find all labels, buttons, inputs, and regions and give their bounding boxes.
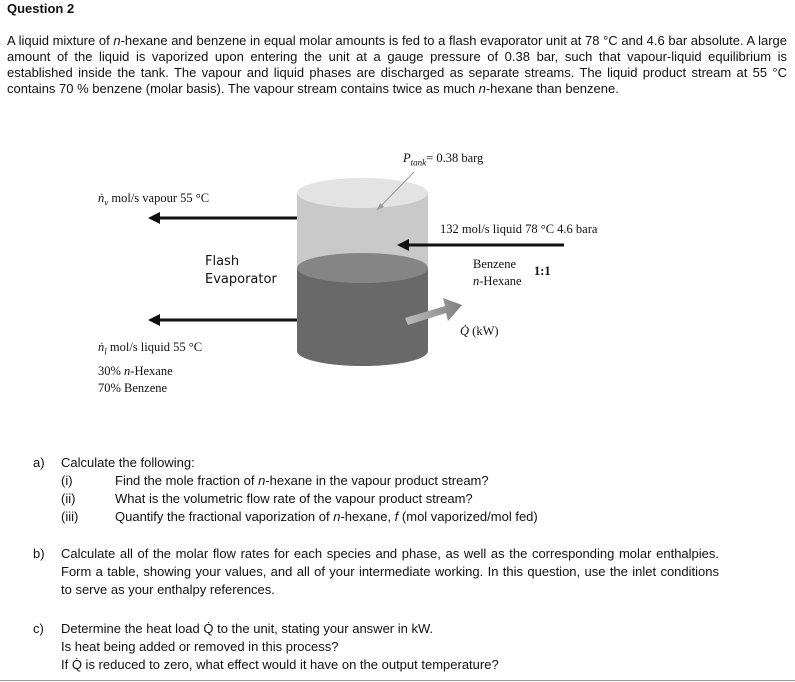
text-run: What is the volumetric flow rate of the vapour product stream? <box>115 491 473 506</box>
part-a-letter: a) <box>33 455 45 470</box>
tank-pressure-label: $P_{tank}= 0.38$ barg <box>403 151 484 168</box>
part-a-item-number: (ii) <box>61 491 76 506</box>
heat-load-label: Q̇ (kW) <box>460 324 499 338</box>
part-a-item-text <box>115 508 538 526</box>
text-run: -hexane, <box>340 509 395 524</box>
part-a-item-number: (i) <box>61 473 73 488</box>
text-run: (mol vaporized/mol fed) <box>398 509 538 524</box>
liquid-stream-label: ṅ$_l$ mol/s liquid 55 °C <box>98 340 203 357</box>
part-a-lead: Calculate the following: <box>61 455 195 470</box>
liquid-comp-benzene: 70% Benzene <box>98 381 168 395</box>
liquid-arrow-head <box>148 314 160 326</box>
text-run: Quantify the fractional vaporization of <box>115 509 334 524</box>
vapour-stream-label: ṅ$_v$ mol/s vapour 55 °C <box>98 191 210 208</box>
unit-label <box>205 253 277 289</box>
liquid-comp-hexane: 30% n-Hexane <box>98 364 173 378</box>
feed-composition <box>473 256 522 290</box>
text-run: n <box>478 81 486 96</box>
feed-stream-label: 132 mol/s liquid 78 °C 4.6 bara <box>440 222 598 236</box>
part-a-item-text <box>115 472 489 490</box>
vapour-arrow-head <box>148 212 160 224</box>
feed-comp-benzene: Benzene <box>473 257 517 271</box>
liquid-composition <box>98 363 173 397</box>
part-a-item-text <box>115 490 473 508</box>
text-run: n <box>258 473 266 488</box>
unit-label-line-1: Flash <box>205 254 240 269</box>
part-b-letter: b) <box>33 546 45 561</box>
feed-comp-hexane: n-Hexane <box>473 274 522 288</box>
text-run: n <box>333 509 341 524</box>
text-run: -hexane in the vapour product stream? <box>265 473 489 488</box>
text-run: f <box>394 509 399 524</box>
part-c-lines <box>61 620 499 674</box>
text-run: A liquid mixture of <box>7 33 114 48</box>
part-c-letter: c) <box>33 621 44 636</box>
part-b-text: Calculate all of the molar flow rates for each species and phase, as well as the corresponding molar enthalpies. Form a table, showing your values, and all of your intermediate working. In this question, use the inlet conditions to serve as your enthalpy references. <box>61 546 719 597</box>
part-c-line: If Q̇ is reduced to zero, what effect would it have on the output temperature? <box>61 657 499 672</box>
text-run: -hexane and benzene in equal molar amounts is fed to a flash evaporator unit at 78 °C and 4.6 bar absolute. A large amount of the liquid is vaporized upon entering the unit at a gauge pressure of 0.38 bar, such that vapour-liquid equilibrium is established inside the tank. The vapour and liquid phases are discharged as separate streams. The liquid product stream at 55 °C contains 70 % benzene (molar basis). The vapour stream contains twice as much <box>7 33 788 96</box>
text-run: -hexane than benzene. <box>485 81 619 96</box>
text-run: Find the mole fraction of <box>115 473 259 488</box>
text-run: n <box>113 33 121 48</box>
feed-ratio: 1:1 <box>534 264 551 278</box>
question-heading: Question 2 <box>7 1 75 16</box>
liquid-surface <box>297 253 428 283</box>
unit-label-line-2: Evaporator <box>205 272 277 287</box>
bottom-divider <box>0 680 795 681</box>
tank-bottom <box>297 336 428 366</box>
part-c-line: Is heat being added or removed in this process? <box>61 639 339 654</box>
tank-top <box>297 178 428 208</box>
part-c-line: Determine the heat load Q̇ to the unit, stating your answer in kW. <box>61 621 434 636</box>
part-a-item-number: (iii) <box>61 509 79 524</box>
